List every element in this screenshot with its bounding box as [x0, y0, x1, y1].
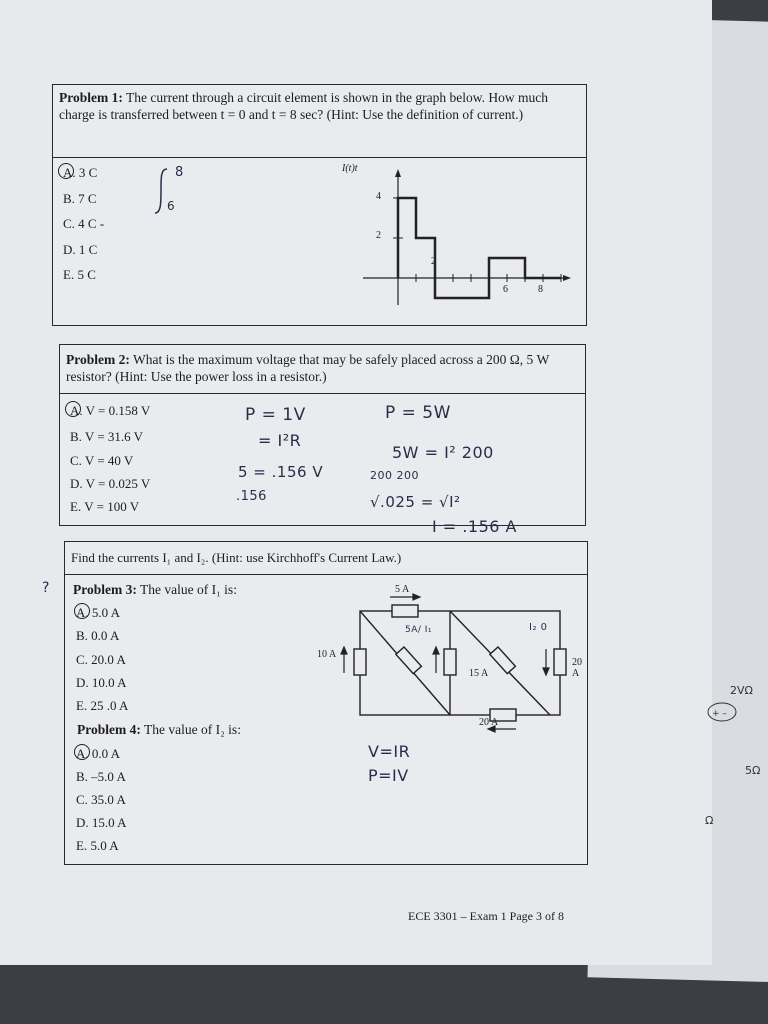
- current-graph: [353, 165, 553, 315]
- p2-note-l3: 5 = .156 V: [238, 463, 324, 481]
- problem1-title: Problem 1:: [59, 90, 123, 105]
- circuit-label-bottom: 20 A: [479, 717, 499, 728]
- section-divider: [65, 574, 587, 575]
- p2-note-r3: 200 200: [370, 469, 419, 482]
- graph-ylabel: I(t)t: [342, 163, 358, 174]
- note-power: P=IV: [368, 766, 409, 785]
- problem2-box: [59, 344, 586, 536]
- section-instruction: Find the currents I₁ and I₂. (Hint: use Kirchhoff's Current Law.): [71, 550, 402, 565]
- circuit-label-mid: 15 A: [469, 668, 489, 679]
- p2-choice-b: B. V = 31.6 V: [70, 429, 144, 444]
- p2-note-r4: √.025 = √I²: [370, 493, 461, 511]
- problem4-question: The value of I₂ is:: [144, 722, 241, 737]
- graph-xtick-6: 6: [503, 284, 508, 295]
- problem1-divider: [53, 157, 586, 158]
- p4-choice-b: B. –5.0 A: [76, 769, 126, 784]
- section-box: [64, 541, 588, 865]
- problem1-question: The current through a circuit element is shown in the graph below. How much charge is transferred between t = 0 and t = 8 sec? (Hint: Use the definition of current.): [59, 90, 549, 122]
- problem4-header: [77, 721, 241, 738]
- problem4-title: Problem 4:: [77, 722, 141, 737]
- p3-choice-b: B. 0.0 A: [76, 628, 120, 643]
- note-ohms-law: V=IR: [368, 742, 411, 761]
- p2-choice-a: A. V = 0.158 V: [70, 403, 151, 418]
- p2-note-l2: = I²R: [258, 431, 302, 450]
- p2-note-r2: 5W = I² 200: [392, 443, 494, 462]
- side-note-b: 5Ω: [745, 764, 761, 777]
- problem3-header: [73, 581, 237, 598]
- problem3-title: Problem 3:: [73, 582, 137, 597]
- p2-note-r1: P = 5W: [385, 403, 451, 423]
- p3-choice-e: E. 25 .0 A: [76, 698, 129, 713]
- side-note-c: Ω: [705, 814, 714, 827]
- page-footer: ECE 3301 – Exam 1 Page 3 of 8: [408, 909, 564, 923]
- p4-choice-c: C. 35.0 A: [76, 792, 126, 807]
- p1-choice-c: C. 4 C -: [63, 216, 105, 231]
- p2-choice-c: C. V = 40 V: [70, 453, 134, 468]
- p1-choice-d: D. 1 C: [63, 242, 98, 257]
- circuit-label-top: 5 A: [395, 584, 410, 595]
- p1-choice-b: B. 7 C: [63, 191, 97, 206]
- p3-choice-c: C. 20.0 A: [76, 652, 126, 667]
- graph-xtick-8: 8: [538, 284, 543, 295]
- circuit-note-i2: I₂ 0: [529, 622, 548, 633]
- problem2-question: What is the maximum voltage that may be safely placed across a 200 Ω, 5 W resistor? (Hint: Use the power loss in a resistor.): [66, 352, 550, 384]
- p4-choice-d: D. 15.0 A: [76, 815, 127, 830]
- problem2-title: Problem 2:: [66, 352, 130, 367]
- graph-xtick-2: 2: [431, 256, 436, 267]
- svg-text:+ –: + –: [712, 709, 727, 719]
- circuit-label-left: 10 A: [317, 649, 337, 660]
- problem2-divider: [60, 393, 585, 394]
- battery-sketch: [704, 700, 744, 730]
- p2-note-l4: .156: [236, 489, 267, 504]
- p2-choice-e: E. V = 100 V: [70, 499, 140, 514]
- circuit-label-right: 20 A: [572, 657, 582, 679]
- problem1-header: [59, 89, 579, 123]
- p2-choice-d: D. V = 0.025 V: [70, 476, 151, 491]
- p4-choice-a: A. 0.0 A: [76, 746, 121, 761]
- problem1-box: [52, 84, 587, 326]
- p2-note-r5: I = .156 A: [432, 517, 517, 536]
- problem2-header: [66, 351, 581, 385]
- side-note-a: 2VΩ: [730, 684, 753, 697]
- p1-choice-a: A. 3 C: [63, 165, 98, 180]
- graph-ytick-2: 2: [376, 230, 381, 241]
- p2-note-l1: P = 1V: [245, 405, 306, 425]
- circuit-note-i1: 5A/ I₁: [405, 625, 433, 635]
- graph-ytick-4: 4: [376, 191, 381, 202]
- p3-choice-d: D. 10.0 A: [76, 675, 127, 690]
- p1-choice-e: E. 5 C: [63, 267, 96, 282]
- margin-question-mark: ?: [42, 580, 50, 596]
- integral-upper-limit: 8: [175, 165, 184, 180]
- problem3-question: The value of I₁ is:: [140, 582, 237, 597]
- p3-choice-a: A. 5.0 A: [76, 605, 121, 620]
- p1-circle-mark: [58, 163, 74, 179]
- integral-lower-limit: 6: [167, 199, 176, 213]
- p4-choice-e: E. 5.0 A: [76, 838, 119, 853]
